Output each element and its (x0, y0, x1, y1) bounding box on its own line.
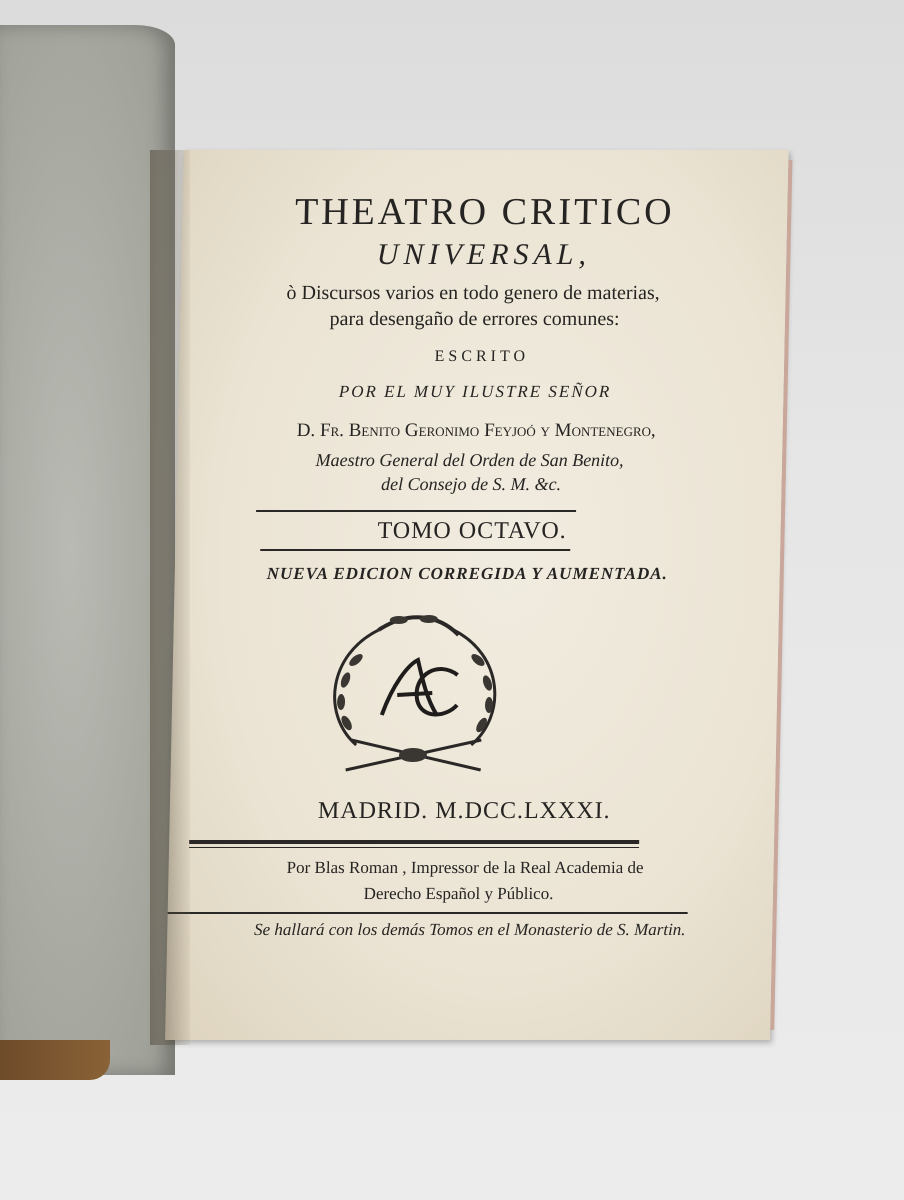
book-cover-board (0, 25, 175, 1075)
edition-label: NUEVA EDICION CORREGIDA Y AUMENTADA. (266, 564, 669, 583)
por-el-label: POR EL MUY ILUSTRE SEÑOR (338, 382, 612, 401)
printer-line-1: Por Blas Roman , Impressor de la Real Academia de (286, 858, 644, 877)
author-name: D. Fr. Benito Geronimo Feyjoó y Montenegro, (296, 420, 656, 441)
volume-label: TOMO OCTAVO. (377, 518, 568, 544)
description-line-2: para desengaño de errores comunes: (329, 308, 620, 330)
leather-spine-edge (0, 1040, 110, 1080)
title-page (165, 150, 789, 1040)
sales-note: Se hallará con los demás Tomos en el Monasterio de S. Martin. (253, 920, 686, 939)
author-role-1: Maestro General del Orden de San Benito, (315, 450, 624, 470)
book-title: THEATRO CRITICO (294, 191, 676, 233)
description-line-1: ò Discursos varios en todo genero de materias, (286, 282, 660, 304)
thick-rule (189, 840, 639, 844)
page-gutter-shadow (150, 150, 190, 1045)
thin-rule (189, 847, 639, 848)
book-subtitle: UNIVERSAL, (376, 238, 592, 271)
rule-above-sales-note (168, 912, 688, 914)
escrito-label: ESCRITO (434, 348, 530, 365)
rule-below-volume (260, 549, 570, 551)
imprint-place-year: MADRID. M.DCC.LXXXI. (317, 798, 611, 824)
author-role-2: del Consejo de S. M. &c. (380, 474, 562, 494)
printer-line-2: Derecho Español y Público. (363, 884, 554, 903)
rule-above-volume (256, 510, 576, 512)
wreath-monogram-icon (315, 605, 514, 780)
